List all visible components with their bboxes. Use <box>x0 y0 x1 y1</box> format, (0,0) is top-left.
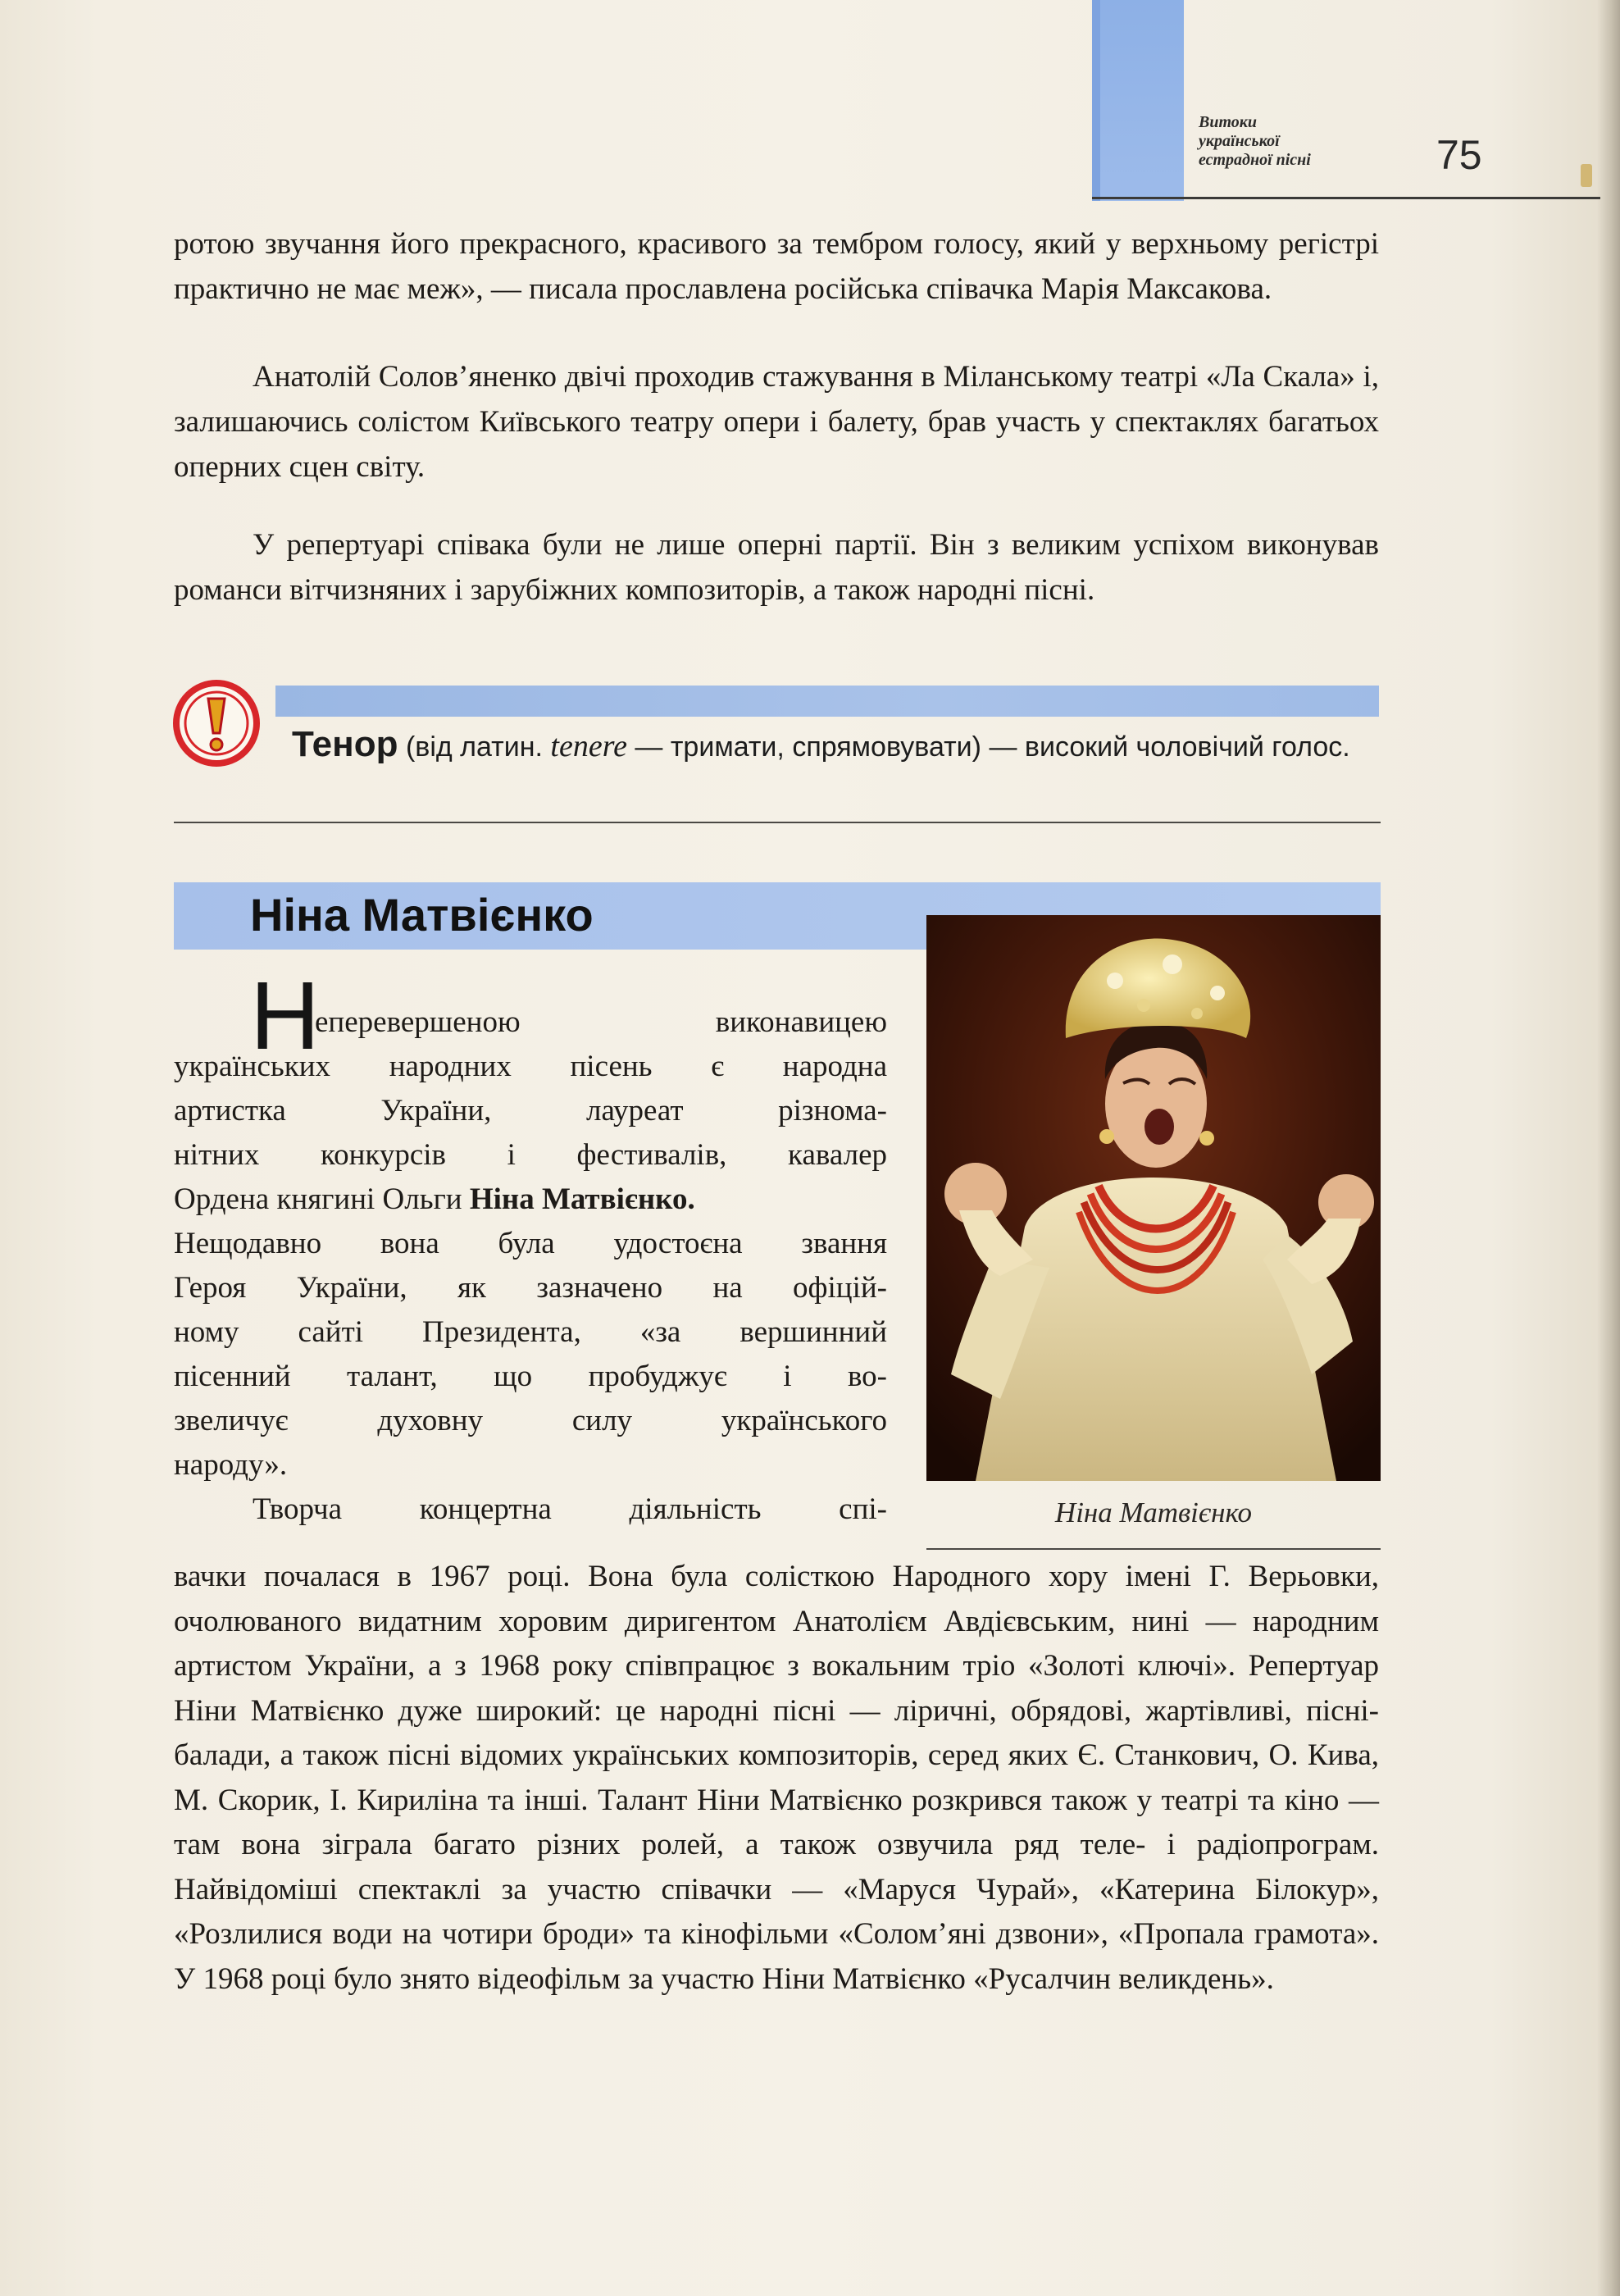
singer-photo <box>926 915 1381 1481</box>
intro-line-9: пісенний талант, що пробуджує і во- <box>174 1360 887 1393</box>
definition-open: (від латин. <box>398 731 551 763</box>
drop-cap: Н <box>250 962 321 1070</box>
intro-line-7: Героя України, як зазначено на офіцій- <box>174 1271 887 1305</box>
intro-line-8: ному сайті Президента, «за вершинний <box>174 1315 887 1349</box>
definition-text <box>292 723 1379 768</box>
intro-line-5-text: Ордена княгині Ольги <box>174 1182 462 1216</box>
definition-rule <box>174 822 1381 823</box>
running-header-title <box>1199 113 1395 170</box>
page-number: 75 <box>1436 132 1482 178</box>
paragraph-2: Анатолій Солов’яненко двічі проходив стажування в Міланському театрі «Ла Скала» і, залишаючись солістом Київського театру опери і балету, брав участь у спектаклях багатьох оперних сцен світу. <box>174 360 1379 484</box>
singer-name-bold: Ніна Матвієнко. <box>469 1182 695 1216</box>
biography-paragraph: вачки почалася в 1967 році. Вона була солісткою Народного хору імені Г. Верьовки, очолюваного видатним хоровим диригентом Анатолієм Авдієвським, нині — народним артистом України, а з 1968 року співпрацює з вокальним тріо «Золоті ключі». Репертуар Ніни Матвієнко дуже широкий: це народні пісні — ліричні, обрядові, жартівливі, пісні-балади, а також пісні відомих українських композиторів, серед яких Є. Станкович, О. Кива, М. Скорик, І. Кириліна та інші. Талант Ніни Матвієнко розкрився також у театрі та кіно — там вона зіграла багато різних ролей, а також озвучила ряд теле- і радіопрограм. Найвідоміші спектаклі за участю співачки — «Маруся Чурай», «Катерина Білокур», «Розлилися води на чотири броди» та кінофільми «Солом’яні дзвони», «Пропала грамота». У 1968 році було знято відеофільм за участю Ніни Матвієнко «Русалчин великдень». <box>174 1560 1379 1996</box>
header-title-line-3: естрадної пісні <box>1199 151 1311 169</box>
paragraph-3: У репертуарі співака були не лише оперні партії. Він з великим успіхом виконував романси вітчизняних і зарубіжних композиторів, а також народні пісні. <box>174 528 1379 607</box>
caption-rule <box>926 1548 1381 1550</box>
intro-paragraph <box>174 1000 887 1532</box>
exclamation-icon <box>171 677 262 769</box>
bio-first-line: Творча концертна діяльність спі- <box>253 1492 887 1526</box>
definition-banner <box>275 686 1379 717</box>
intro-line-4: нітних конкурсів і фестивалів, кавалер <box>174 1138 887 1172</box>
binding-shadow <box>1597 0 1620 2296</box>
intro-line-11: народу». <box>174 1448 288 1482</box>
photo-caption: Ніна Матвієнко <box>1054 1496 1253 1528</box>
header-color-tab-edge <box>1092 0 1100 201</box>
header-color-tab <box>1092 0 1184 201</box>
intro-line-6: Нещодавно вона була удостоєна звання <box>174 1227 887 1260</box>
intro-line-5 <box>174 1178 887 1222</box>
paragraph-1: ротою звучання його прекрасного, красивого за тембром голосу, який у верхньому регістрі практично не має меж», — писала прославлена російська співачка Марія Максакова. <box>174 227 1379 306</box>
intro-line-10: звеличує духовну силу українського <box>174 1404 887 1437</box>
definition-latin-word: tenere <box>550 729 627 763</box>
definition-term: Тенор <box>292 724 398 764</box>
intro-line-2: українських народних пісень є народна <box>174 1050 887 1083</box>
intro-line-1: еперевершеною виконавицею <box>315 1005 887 1039</box>
section-title: Ніна Матвієнко <box>250 889 594 941</box>
header-rule <box>1092 197 1600 199</box>
header-title-line-2: української <box>1199 132 1280 150</box>
page-edge-mark <box>1581 164 1592 187</box>
intro-line-3: артистка України, лауреат різнома- <box>174 1094 887 1128</box>
definition-rest: — тримати, спрямовувати) — високий чоловічий голос. <box>626 731 1350 763</box>
header-title-line-1: Витоки <box>1199 113 1258 131</box>
